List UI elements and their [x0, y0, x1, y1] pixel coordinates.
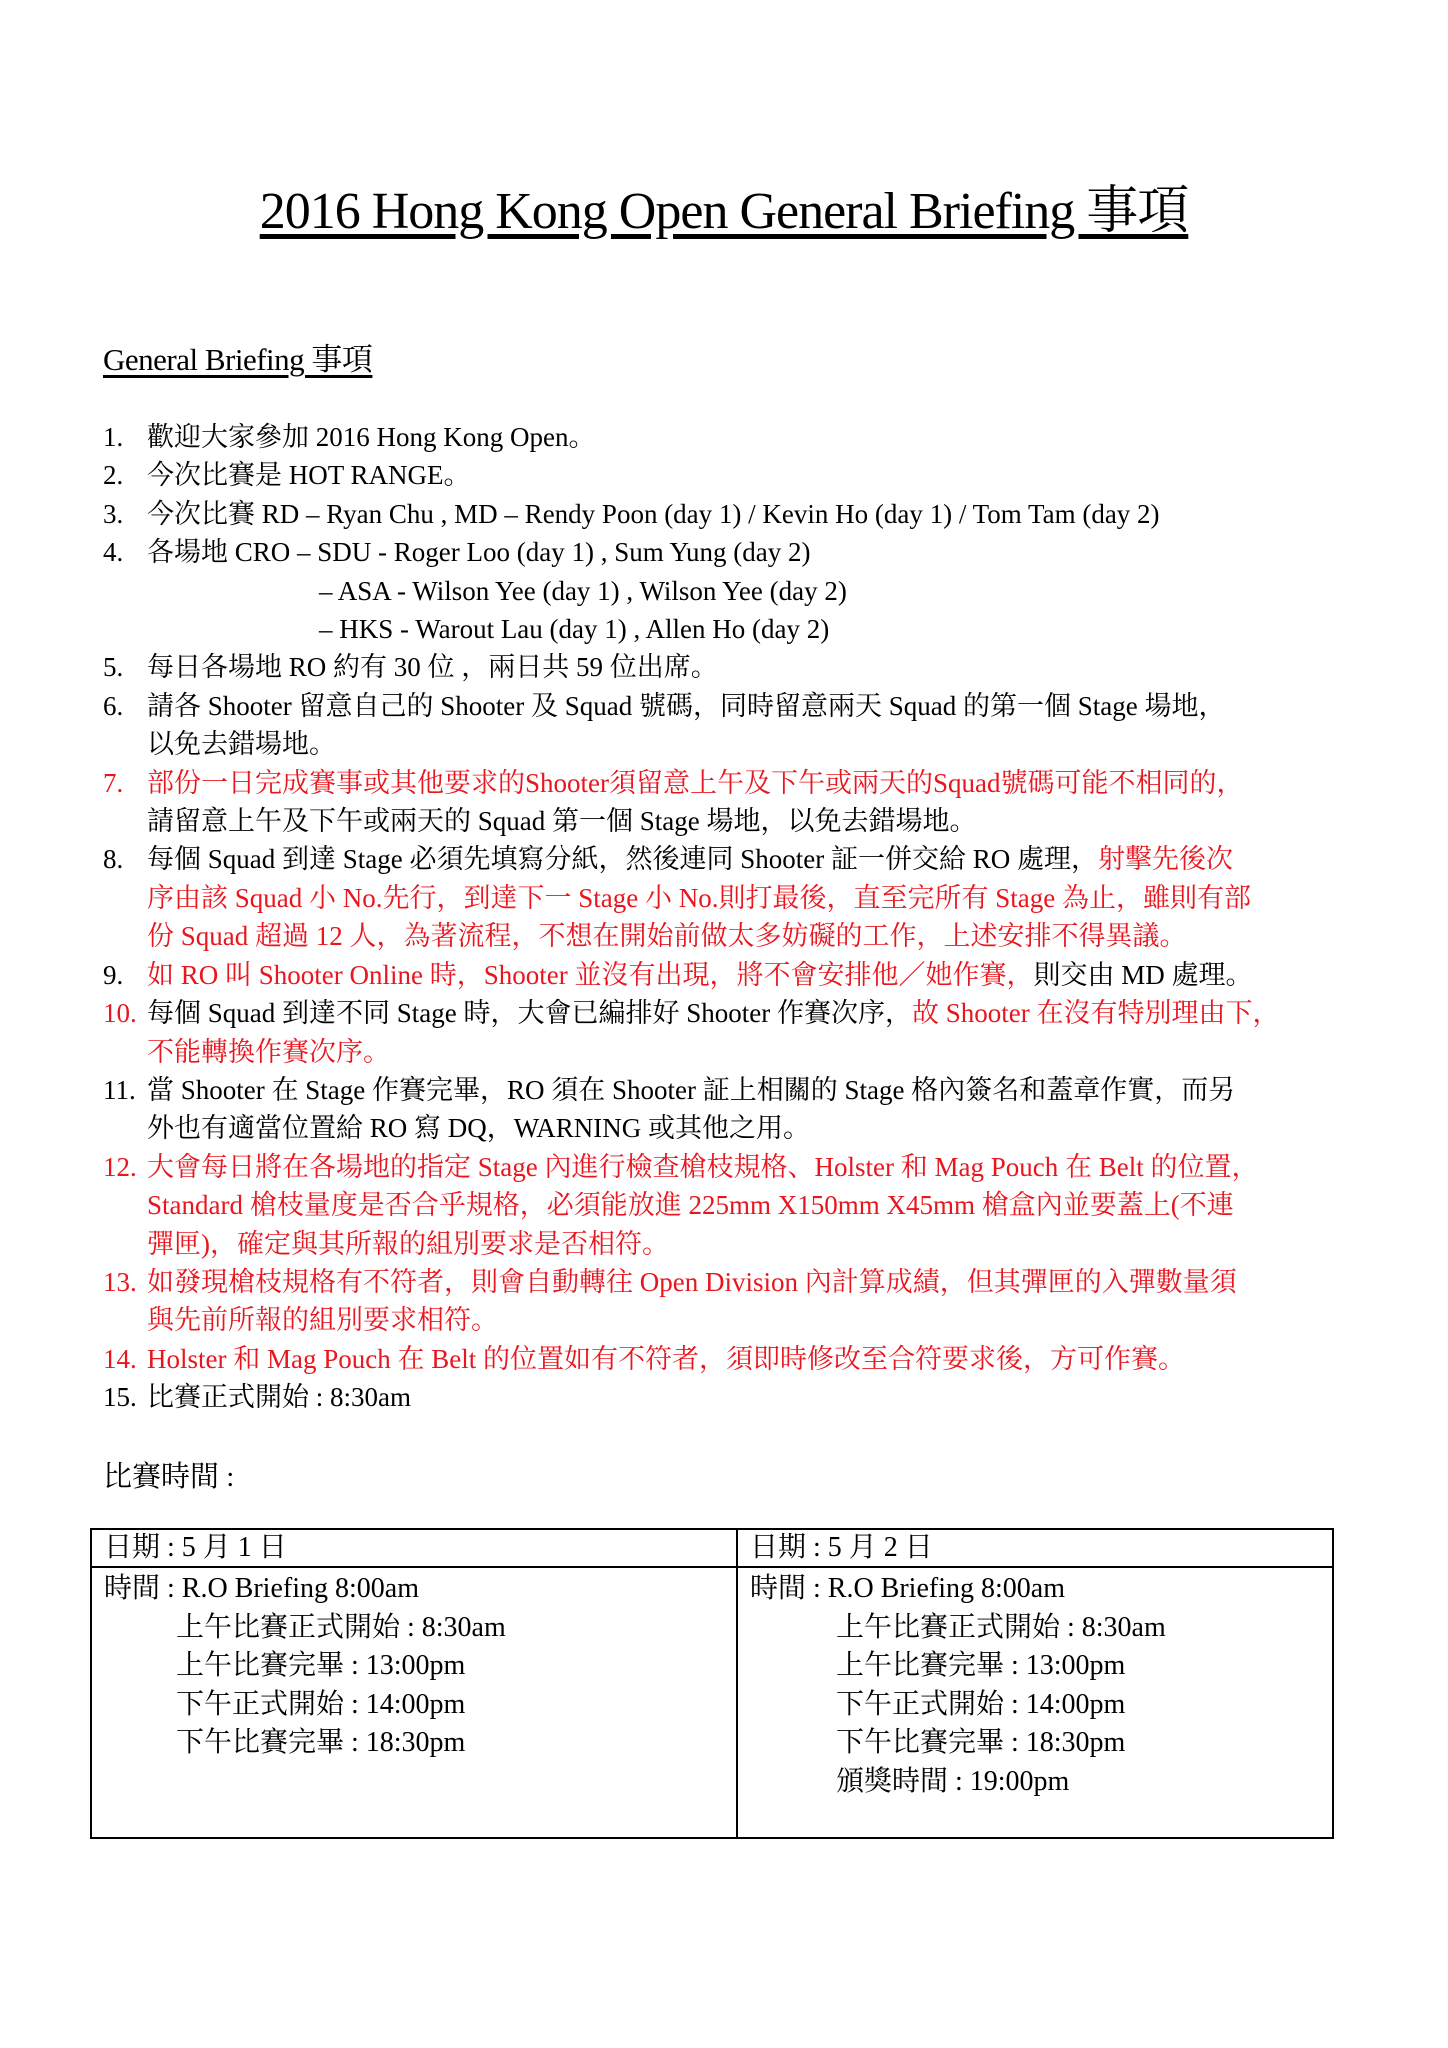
briefing-item — [103, 1340, 1363, 1378]
day1-date: 日期 : 5 月 1 日 — [91, 1529, 737, 1567]
highlighted-text: Holster 和 Mag Pouch 在 Belt 的位置如有不符者，須即時修改至合符要求後，方可作賽。 — [147, 1343, 1185, 1374]
item-number: 11. — [103, 1074, 136, 1105]
item-text: 外也有適當位置給 RO 寫 DQ，WARNING 或其他之用。 — [147, 1113, 810, 1144]
item-number: 2. — [103, 460, 124, 491]
schedule-heading: 比賽時間 : — [103, 1461, 235, 1493]
briefing-item — [103, 1071, 1363, 1148]
item-number: 3. — [103, 498, 124, 529]
item-line — [147, 1033, 1363, 1071]
briefing-list — [103, 418, 1363, 1417]
day1-time-entry: 下午比賽完畢 : 18:30pm — [176, 1727, 466, 1758]
item-line — [147, 1378, 1363, 1416]
highlighted-text: 如 RO 叫 Shooter Online 時，Shooter 並沒有出現，將不會安排他／她作賽， — [147, 959, 1034, 990]
item-line — [147, 1340, 1363, 1378]
cro-subline: – ASA - Wilson Yee (day 1) , Wilson Yee (day 2) — [319, 575, 847, 606]
highlighted-text: 不能轉換作賽次序。 — [147, 1036, 390, 1067]
item-line — [147, 764, 1363, 802]
item-text: 每日各場地 RO 約有 30 位 ，兩日共 59 位出席。 — [147, 652, 718, 683]
schedule-table — [90, 1528, 1334, 1839]
item-text: 每個 Squad 到達不同 Stage 時，大會已編排好 Shooter 作賽次序， — [147, 998, 912, 1029]
item-text: 各場地 CRO – SDU - Roger Loo (day 1) , Sum Yung (day 2) — [147, 537, 811, 568]
item-text: 每個 Squad 到達 Stage 必須先填寫分紙，然後連同 Shooter 証一併交給 RO 處理， — [147, 844, 1098, 875]
highlighted-text: 如發現槍枝規格有不符者，則會自動轉往 Open Division 內計算成績，但其彈匣的入彈數量須 — [147, 1266, 1237, 1297]
day2-time-entry: 上午比賽正式開始 : 8:30am — [836, 1611, 1166, 1643]
item-line — [147, 456, 1363, 494]
day1-briefing-time: 時間 : R.O Briefing 8:00am — [104, 1573, 419, 1604]
item-number: 12. — [103, 1151, 137, 1182]
item-line — [147, 495, 1363, 533]
item-line — [147, 840, 1363, 878]
item-text: 以免去錯場地。 — [147, 729, 336, 760]
item-line — [147, 956, 1363, 994]
item-text: 歡迎大家參加 2016 Hong Kong Open。 — [147, 422, 596, 452]
highlighted-text: 彈匣)，確定與其所報的組別要求是否相符。 — [147, 1228, 669, 1259]
highlighted-text: 射擊先後次 — [1097, 844, 1233, 875]
briefing-item — [103, 456, 1363, 494]
item-line — [147, 1263, 1363, 1301]
highlighted-text: 序由該 Squad 小 No.先行，到達下一 Stage 小 No.則打最後，直至完所有 Stage 為止，雖則有部 — [147, 882, 1251, 913]
item-number: 7. — [103, 767, 124, 798]
item-number: 15. — [103, 1382, 137, 1413]
highlighted-text: 份 Squad 超過 12 人，為著流程，不想在開始前做太多妨礙的工作，上述安排不得異議。 — [147, 921, 1187, 952]
item-number: 5. — [103, 652, 124, 683]
briefing-item — [103, 1263, 1363, 1340]
item-text: 今次比賽是 HOT RANGE。 — [147, 460, 471, 491]
item-line — [147, 802, 1363, 840]
day2-briefing-time: 時間 : R.O Briefing 8:00am — [750, 1573, 1065, 1604]
cro-subline: – HKS - Warout Lau (day 1) , Allen Ho (day 2) — [319, 614, 830, 645]
day2-time-entry: 上午比賽完畢 : 13:00pm — [836, 1650, 1126, 1681]
item-line — [147, 648, 1363, 686]
briefing-item — [103, 956, 1363, 994]
section-heading: General Briefing 事項 — [103, 342, 373, 377]
briefing-item — [103, 648, 1363, 686]
highlighted-text: 故 Shooter 在沒有特別理由下， — [911, 998, 1280, 1029]
item-text: 比賽正式開始 : 8:30am — [147, 1382, 411, 1413]
highlighted-text: Standard 槍枝量度是否合乎規格，必須能放進 225mm X150mm X45mm 槍盒內並要蓋上(不連 — [147, 1190, 1234, 1221]
item-number: 13. — [103, 1266, 137, 1297]
item-text: 則交由 MD 處理。 — [1033, 959, 1253, 990]
day1-schedule — [91, 1567, 737, 1838]
item-line — [147, 994, 1363, 1032]
item-text: 今次比賽 RD – Ryan Chu , MD – Rendy Poon (day 1) / Kevin Ho (day 1) / Tom Tam (day 2) — [147, 498, 1160, 529]
briefing-item — [103, 994, 1363, 1071]
day1-time-entry: 下午正式開始 : 14:00pm — [176, 1688, 466, 1720]
item-line — [147, 1148, 1363, 1186]
item-number: 14. — [103, 1343, 137, 1374]
briefing-item — [103, 764, 1363, 841]
item-line — [147, 533, 1363, 571]
item-line — [147, 1109, 1363, 1147]
item-text: 請留意上午及下午或兩天的 Squad 第一個 Stage 場地，以免去錯場地。 — [147, 806, 977, 837]
briefing-item — [103, 840, 1363, 955]
highlighted-text: 部份一日完成賽事或其他要求的Shooter須留意上午及下午或兩天的Squad號碼可能不相同的， — [147, 767, 1244, 798]
highlighted-text: 與先前所報的組別要求相符。 — [147, 1305, 498, 1336]
item-number: 10. — [103, 998, 137, 1029]
item-number: 8. — [103, 844, 124, 875]
briefing-item — [103, 495, 1363, 533]
day2-time-entry: 下午正式開始 : 14:00pm — [836, 1688, 1126, 1720]
day2-schedule — [737, 1567, 1333, 1838]
briefing-item — [103, 1148, 1363, 1263]
item-line — [147, 1301, 1363, 1339]
day2-time-entry: 頒獎時間 : 19:00pm — [836, 1765, 1070, 1797]
item-line — [147, 687, 1363, 725]
item-number: 1. — [103, 422, 124, 452]
item-line — [147, 917, 1363, 955]
item-number: 6. — [103, 690, 124, 721]
item-line — [147, 1071, 1363, 1109]
item-number: 9. — [103, 959, 124, 990]
briefing-item — [103, 418, 1363, 456]
schedule-header-row — [91, 1529, 1333, 1567]
day2-time-entry: 下午比賽完畢 : 18:30pm — [836, 1727, 1126, 1758]
day1-time-entry: 上午比賽正式開始 : 8:30am — [176, 1611, 506, 1643]
item-line — [147, 418, 1363, 456]
item-number: 4. — [103, 537, 124, 568]
item-line — [147, 879, 1363, 917]
briefing-item — [103, 533, 1363, 648]
briefing-item — [103, 1378, 1363, 1416]
item-text: 請各 Shooter 留意自己的 Shooter 及 Squad 號碼，同時留意兩天 Squad 的第一個 Stage 場地， — [147, 690, 1226, 721]
highlighted-text: 大會每日將在各場地的指定 Stage 內進行檢查槍枝規格、Holster 和 Mag Pouch 在 Belt 的位置， — [147, 1151, 1259, 1182]
schedule-body-row — [91, 1567, 1333, 1838]
item-line — [147, 725, 1363, 763]
item-text: 當 Shooter 在 Stage 作賽完畢，RO 須在 Shooter 証上相關的 Stage 格內簽名和蓋章作實，而另 — [147, 1074, 1236, 1105]
document-title: 2016 Hong Kong Open General Briefing 事項 — [259, 183, 1189, 240]
item-line — [147, 1186, 1363, 1224]
item-line — [147, 1225, 1363, 1263]
day1-time-entry: 上午比賽完畢 : 13:00pm — [176, 1650, 466, 1681]
day2-date: 日期 : 5 月 2 日 — [737, 1529, 1333, 1567]
briefing-item — [103, 687, 1363, 764]
